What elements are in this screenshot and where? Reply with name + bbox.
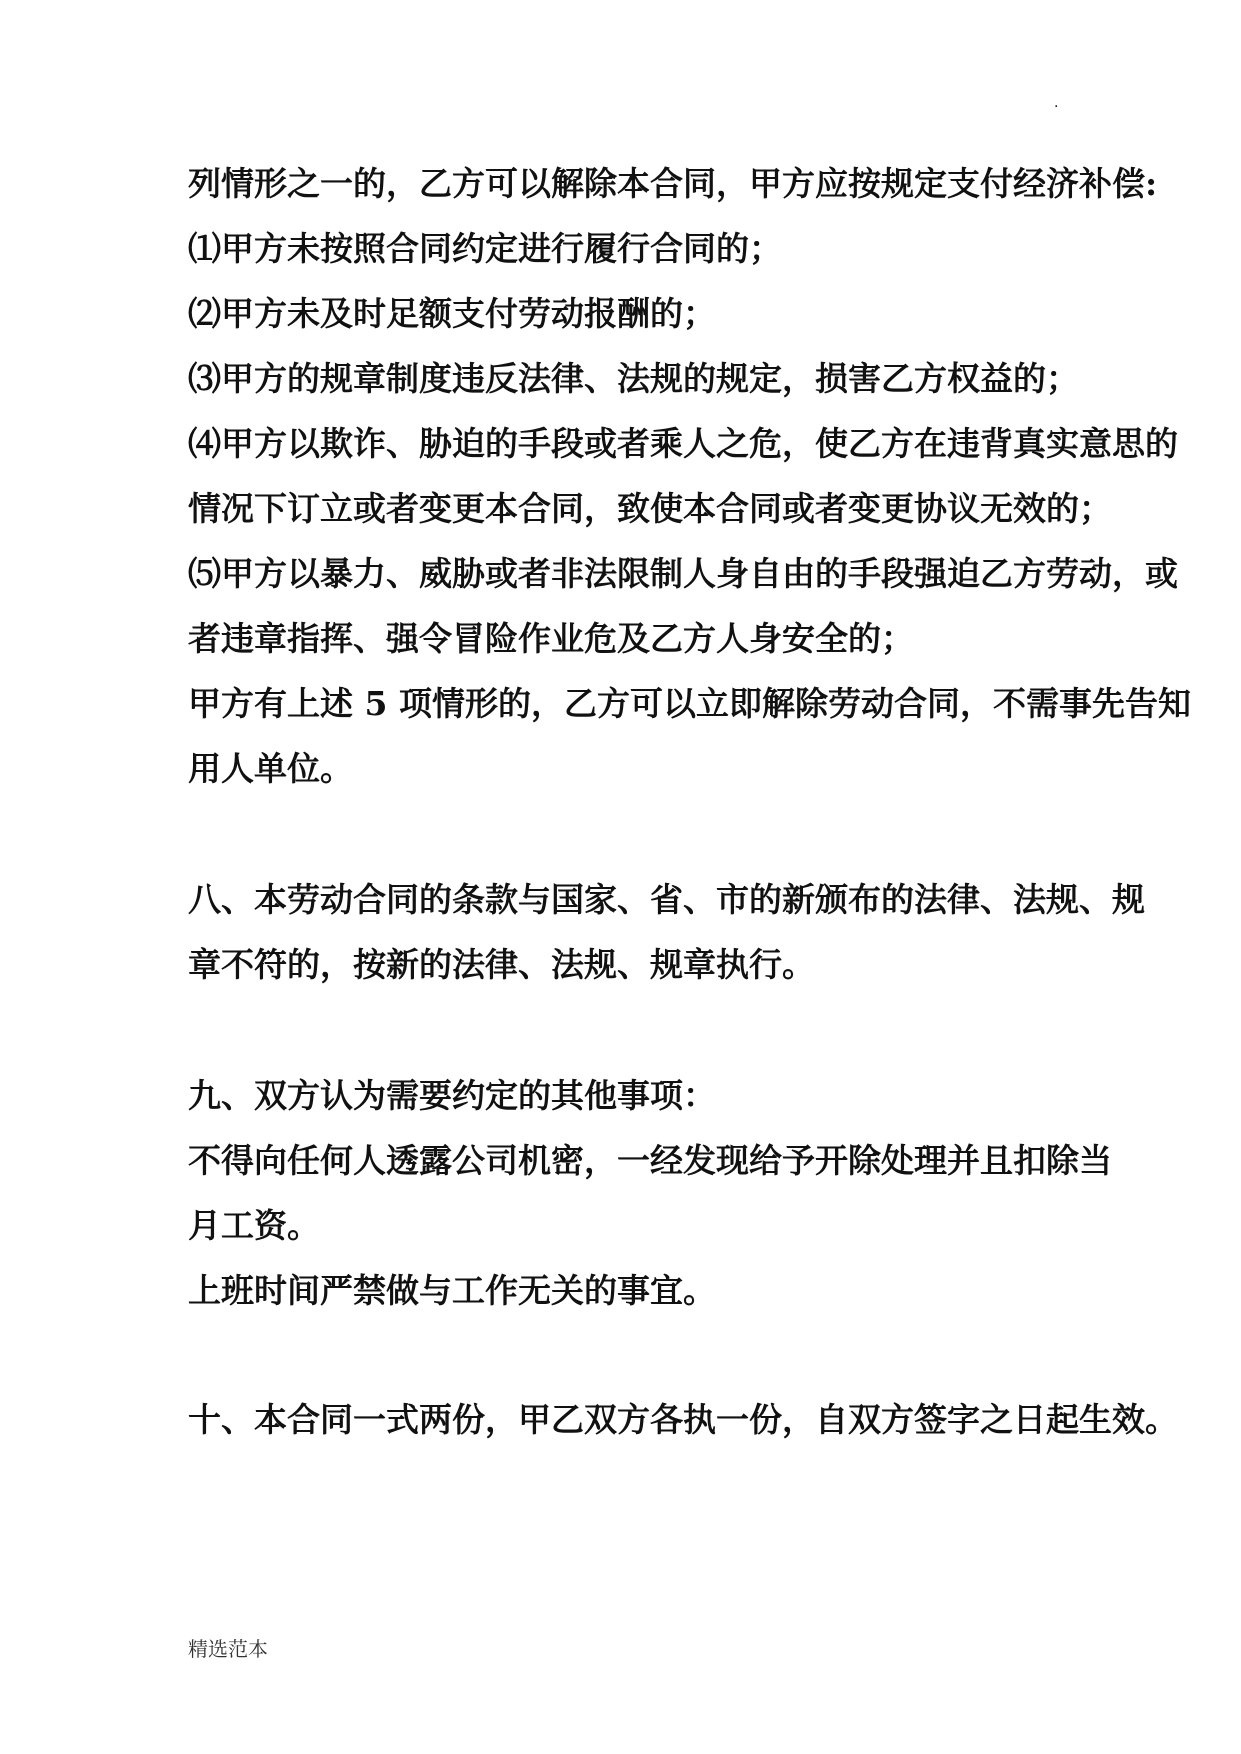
text-line: ⑴甲方未按照合同约定进行履行合同的； xyxy=(188,229,782,268)
text-line: 不得向任何人透露公司机密，一经发现给予开除处理并且扣除当 xyxy=(188,1141,1112,1180)
text-line: 者违章指挥、强令冒险作业危及乙方人身安全的； xyxy=(188,619,914,658)
text-line: 甲方有上述 5 项情形的，乙方可以立即解除劳动合同，不需事先告知 xyxy=(188,684,1191,723)
text-line: ⑶甲方的规章制度违反法律、法规的规定，损害乙方权益的； xyxy=(188,359,1079,398)
text-line: ⑸甲方以暴力、威胁或者非法限制人身自由的手段强迫乙方劳动，或 xyxy=(188,554,1178,593)
section-eight-heading: 八、本劳动合同的条款与国家、省、市的新颁布的法律、法规、规 xyxy=(188,880,1145,919)
text-line: 上班时间严禁做与工作无关的事宜。 xyxy=(188,1271,716,1310)
text-line: ⑵甲方未及时足额支付劳动报酬的； xyxy=(188,294,716,333)
text-line: 用人单位。 xyxy=(188,749,353,788)
text-line: ⑷甲方以欺诈、胁迫的手段或者乘人之危，使乙方在违背真实意思的 xyxy=(188,424,1178,463)
text-line: 情况下订立或者变更本合同，致使本合同或者变更协议无效的； xyxy=(188,489,1112,528)
footer-label: 精选范本 xyxy=(188,1637,268,1661)
section-ten-heading: 十、本合同一式两份，甲乙双方各执一份，自双方签字之日起生效。 xyxy=(188,1400,1178,1439)
text-line: 月工资。 xyxy=(188,1206,320,1245)
text-line: 列情形之一的，乙方可以解除本合同，甲方应按规定支付经济补偿: xyxy=(188,164,1158,203)
corner-mark: . xyxy=(1054,95,1059,111)
section-nine-heading: 九、双方认为需要约定的其他事项： xyxy=(188,1076,716,1115)
text-line: 章不符的，按新的法律、法规、规章执行。 xyxy=(188,945,815,984)
